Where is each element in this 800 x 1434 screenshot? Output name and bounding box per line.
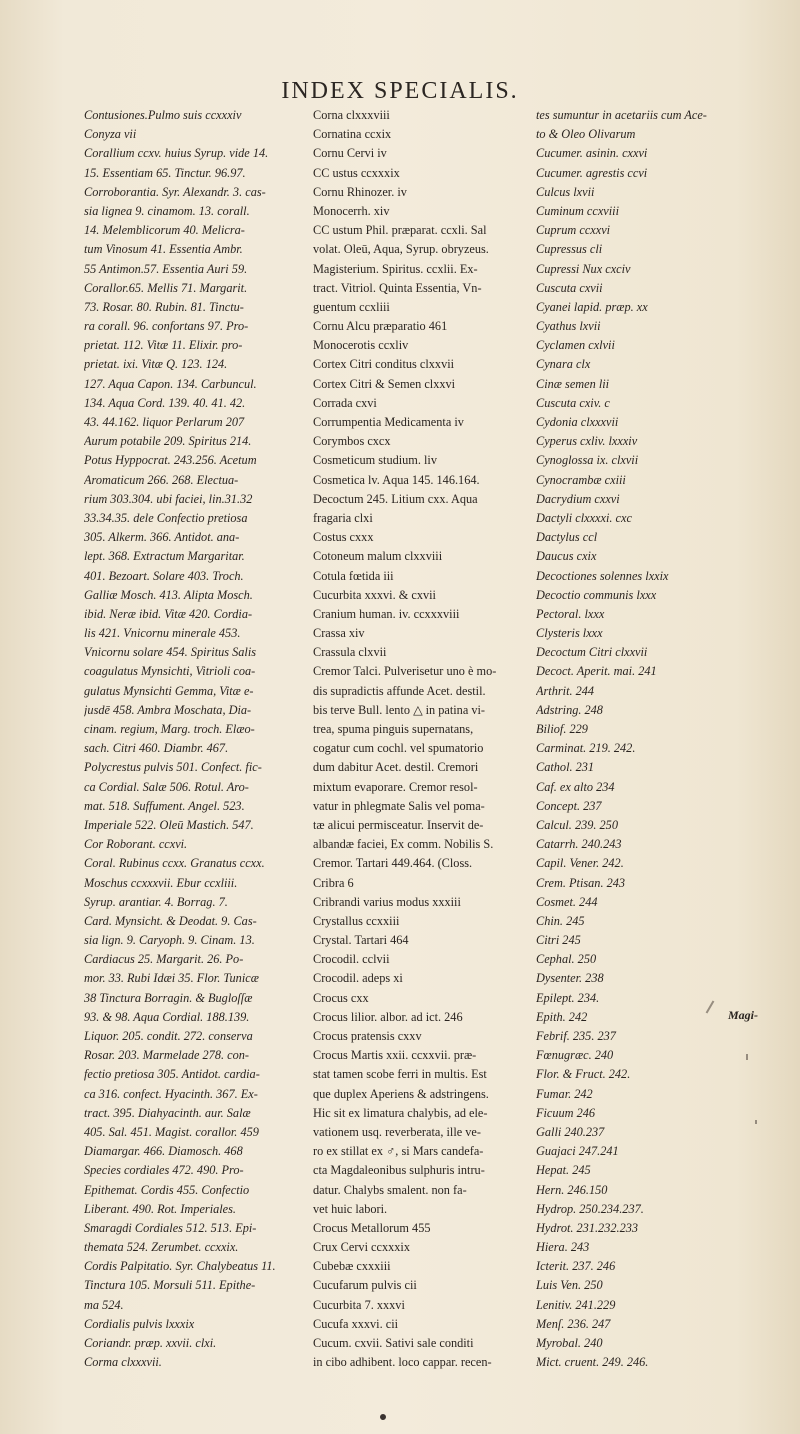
index-entry-line: Crocus lilior. albor. ad ict. 246 — [313, 1009, 463, 1024]
index-entry-line: Cinæ semen lii — [536, 376, 610, 391]
index-entry-line: Cotula fœtida iii — [313, 568, 394, 583]
index-entry-line: Syrup. arantiar. 4. Borrag. 7. — [84, 894, 228, 909]
index-entry-line: Potus Hyppocrat. 243.256. Acetum — [84, 453, 257, 468]
index-entry-line: Corallor.65. Mellis 71. Margarit. — [84, 280, 248, 295]
index-entry-line: Crystal. Tartari 464 — [313, 933, 409, 948]
index-entry-line: Cydonia clxxxvii — [536, 415, 619, 429]
index-entry-line: Crux Cervi ccxxxix — [313, 1240, 410, 1255]
index-entry-line: Luis Ven. 250 — [536, 1278, 603, 1293]
index-entry-line: 127. Aqua Capon. 134. Carbuncul. — [84, 376, 257, 391]
index-entry-line: Mict. cruent. 249. 246. — [536, 1355, 649, 1370]
index-entry-line: Flor. & Fruct. 242. — [536, 1067, 631, 1082]
index-entry-line: Fœnugræc. 240 — [536, 1048, 614, 1063]
index-entry-line: vet huic labori. — [313, 1201, 388, 1216]
index-entry-line: Cordialis pulvis lxxxix — [84, 1316, 195, 1331]
index-entry-line: Guajaci 247.241 — [536, 1144, 619, 1159]
index-entry-line: trea, spuma pinguis supernatans, — [313, 722, 474, 736]
index-entry-line: Cathol. 231 — [536, 760, 595, 775]
index-entry-line: Vnicornu solare 454. Spiritus Salis — [84, 645, 257, 660]
index-entry-line: ra corall. 96. confortans 97. Pro- — [84, 319, 249, 334]
index-entry-line: Contusiones.Pulmo suis ccxxxiv — [84, 108, 242, 122]
index-entry-line: ro ex stillat ex ♂, si Mars candefa- — [313, 1144, 484, 1159]
index-entry-line: guentum ccxliii — [313, 299, 390, 314]
index-entry-line: rium 303.304. ubi faciei, lin.31.32 — [84, 491, 253, 506]
index-entry-line: mor. 33. Rubi Idæi 35. Flor. Tunicæ — [84, 971, 259, 986]
index-entry-line: Cortex Citri & Semen clxxvi — [313, 376, 456, 391]
index-entry-line: Imperiale 522. Oleū Mastich. 547. — [84, 817, 254, 832]
index-entry-line: Cynara clx — [536, 357, 591, 372]
index-entry-line: tract. Vitriol. Quinta Essentia, Vn- — [313, 280, 482, 295]
index-entry-line: Cuprum ccxxvi — [536, 223, 611, 238]
index-entry-line: stat tamen scobe ferri in multis. Est — [313, 1067, 487, 1082]
index-entry-line: Cornu Rhinozer. iv — [313, 184, 407, 199]
index-entry-line: vatur in phlegmate Salis vel poma- — [313, 798, 485, 813]
index-entry-line: dis supradictis affunde Acet. destil. — [313, 683, 486, 698]
index-entry-line: Cribra 6 — [313, 875, 354, 890]
index-entry-line: Crocus pratensis cxxv — [313, 1029, 422, 1043]
catchword: Magi- — [728, 1008, 758, 1022]
index-entry-line: 405. Sal. 451. Magist. corallor. 459 — [84, 1124, 259, 1139]
index-entry-line: Costus cxxx — [313, 530, 374, 545]
index-entry-line: Crocodil. adeps xi — [313, 971, 403, 986]
index-entry-line: Cornatina ccxix — [313, 127, 392, 142]
index-entry-line: Cranium human. iv. ccxxxviii — [313, 606, 460, 621]
index-entry-line: cinam. regium, Marg. troch. Elæo- — [84, 722, 255, 736]
index-entry-line: Capil. Vener. 242. — [536, 856, 624, 871]
index-entry-line: Daucus cxix — [536, 549, 597, 564]
index-entry-line: Cosmetica lv. Aqua 145. 146.164. — [313, 472, 480, 487]
index-entry-line: Cotoneum malum clxxviii — [313, 549, 443, 564]
index-entry-line: Cupressi Nux cxciv — [536, 261, 631, 276]
index-entry-line: Magisterium. Spiritus. ccxlii. Ex- — [313, 261, 478, 276]
index-entry-line: Liquor. 205. condit. 272. conserva — [84, 1029, 253, 1043]
index-entry-line: Caf. ex alto 234 — [536, 779, 615, 794]
index-entry-line: Cucufa xxxvi. cii — [313, 1316, 399, 1331]
index-entry-line: Corymbos cxcx — [313, 434, 391, 449]
index-entry-line: 33.34.35. dele Confectio pretiosa — [84, 510, 248, 525]
index-entry-line: Cosmet. 244 — [536, 894, 598, 909]
index-entry-line: Hic sit ex limatura chalybis, ad ele- — [313, 1105, 488, 1120]
index-entry-line: lis 421. Vnicornu minerale 453. — [84, 626, 241, 641]
index-entry-line: tum Vinosum 41. Essentia Ambr. — [84, 242, 243, 257]
index-entry-line: Galli 240.237 — [536, 1124, 605, 1139]
index-entry-line: Cynocrambæ cxiii — [536, 472, 626, 487]
index-entry-line: Cucurbita xxxvi. & cxvii — [313, 587, 436, 602]
index-entry-line: Crocus Martis xxii. ccxxvii. præ- — [313, 1048, 477, 1063]
index-entry-line: Menſ. 236. 247 — [536, 1316, 611, 1331]
index-entry-line: Monocerrh. xiv — [313, 203, 390, 218]
index-entry-line: Cyanei lapid. præp. xx — [536, 299, 648, 314]
index-column-3 — [536, 106, 766, 1372]
index-entry-line: ca 316. confect. Hyacinth. 367. Ex- — [84, 1086, 258, 1101]
index-entry-line: Cucum. cxvii. Sativi sale conditi — [313, 1336, 474, 1350]
index-entry-line: Corna clxxxviii — [313, 108, 390, 122]
margin-mark — [746, 1054, 748, 1060]
index-entry-line: Arthrit. 244 — [536, 683, 595, 698]
index-entry-line: coagulatus Mynsichti, Vitrioli coa- — [84, 664, 256, 679]
index-entry-line: Species cordiales 472. 490. Pro- — [84, 1163, 244, 1178]
index-entry-line: fragaria clxi — [313, 510, 373, 525]
index-entry-line: Cosmeticum studium. liv — [313, 453, 437, 468]
index-entry-line: sia lignea 9. cinamom. 13. corall. — [84, 203, 250, 218]
index-entry-line: Adstring. 248 — [536, 702, 603, 717]
index-entry-line: Dactylus ccl — [536, 530, 598, 545]
index-entry-line: gulatus Mynsichti Gemma, Vitæ e- — [84, 683, 254, 698]
index-entry-line: cta Magdaleonibus sulphuris intru- — [313, 1163, 485, 1178]
index-entry-line: Rosar. 203. Marmelade 278. con- — [84, 1048, 249, 1063]
index-entry-line: Catarrh. 240.243 — [536, 837, 622, 852]
index-entry-line: Cuscuta cxvii — [536, 280, 603, 295]
index-entry-line: Conyza vii — [84, 127, 137, 142]
index-entry-line: Cardiacus 25. Margarit. 26. Po- — [84, 952, 244, 967]
index-entry-line: Icterit. 237. 246 — [536, 1259, 616, 1274]
index-entry-line: Smaragdi Cordiales 512. 513. Epi- — [84, 1220, 257, 1235]
index-entry-line: Cuscuta cxiv. c — [536, 395, 610, 410]
index-entry-line: volat. Oleū, Aqua, Syrup. obryzeus. — [313, 242, 489, 257]
index-entry-line: Carminat. 219. 242. — [536, 741, 636, 756]
index-entry-line: Crassula clxvii — [313, 645, 387, 660]
index-entry-line: bis terve Bull. lento △ in patina vi- — [313, 702, 486, 717]
index-entry-line: Cephal. 250 — [536, 952, 597, 967]
index-entry-line: datur. Chalybs smalent. non fa- — [313, 1182, 467, 1197]
index-entry-line: Decoctum 245. Litium cxx. Aqua — [313, 491, 478, 506]
index-entry-line: tes sumuntur in acetariis cum Ace- — [536, 108, 707, 122]
index-entry-line: Cucumer. agrestis ccvi — [536, 165, 648, 180]
index-entry-line: 134. Aqua Cord. 139. 40. 41. 42. — [84, 395, 246, 410]
index-entry-line: Coriandr. præp. xxvii. clxi. — [84, 1336, 217, 1350]
index-entry-line: 73. Rosar. 80. Rubin. 81. Tinctu- — [84, 299, 244, 314]
index-column-2 — [313, 106, 528, 1372]
index-entry-line: Biliof. 229 — [536, 722, 588, 736]
index-entry-line: Corroborantia. Syr. Alexandr. 3. cas- — [84, 184, 266, 199]
index-entry-line: prietat. 112. Vitæ 11. Elixir. pro- — [84, 338, 243, 353]
index-entry-line: mixtum evaporare. Cremor resol- — [313, 779, 478, 794]
index-entry-line: Febrif. 235. 237 — [536, 1029, 616, 1043]
index-entry-line: Aromaticum 266. 268. Electua- — [84, 472, 239, 487]
index-entry-line: Crocus Metallorum 455 — [313, 1220, 431, 1235]
index-entry-line: themata 524. Zerumbet. ccxxix. — [84, 1240, 239, 1255]
index-entry-line: in cibo adhibent. loco cappar. recen- — [313, 1355, 492, 1370]
index-entry-line: tract. 395. Diahyacinth. aur. Salæ — [84, 1105, 251, 1120]
index-entry-line: fectio pretiosa 305. Antidot. cardia- — [84, 1067, 260, 1082]
index-entry-line: Monocerotis ccxliv — [313, 338, 409, 353]
index-entry-line: Lenitiv. 241.229 — [536, 1297, 616, 1312]
index-entry-line: Corrumpentia Medicamenta iv — [313, 415, 464, 429]
index-entry-line: 401. Bezoart. Solare 403. Troch. — [84, 568, 244, 583]
index-entry-line: Dactyli clxxxxi. cxc — [536, 510, 632, 525]
index-entry-line: Cubebæ cxxxiii — [313, 1259, 391, 1274]
index-entry-line: Hepat. 245 — [536, 1163, 591, 1178]
index-entry-line: Decoctiones solennes lxxix — [536, 568, 669, 583]
page-dot — [380, 1414, 386, 1420]
index-entry-line: CC ustum Phil. præparat. ccxli. Sal — [313, 223, 487, 238]
index-entry-line: Cremor Talci. Pulverisetur uno è mo- — [313, 664, 497, 679]
index-entry-line: Cynoglossa ix. clxvii — [536, 453, 639, 468]
index-entry-line: Cor Roborant. ccxvi. — [84, 837, 188, 852]
index-entry-line: to & Oleo Olivarum — [536, 127, 636, 142]
index-entry-line: Cucurbita 7. xxxvi — [313, 1297, 405, 1312]
index-entry-line: Chin. 245 — [536, 913, 585, 928]
index-entry-line: Card. Mynsicht. & Deodat. 9. Cas- — [84, 913, 257, 928]
index-entry-line: Clysteris lxxx — [536, 626, 603, 641]
index-entry-line: Calcul. 239. 250 — [536, 817, 618, 832]
index-entry-line: 55 Antimon.57. Essentia Auri 59. — [84, 261, 248, 276]
index-entry-line: sach. Citri 460. Diambr. 467. — [84, 741, 229, 756]
index-entry-line: Coral. Rubinus ccxx. Granatus ccxx. — [84, 856, 265, 871]
index-entry-line: 43. 44.162. liquor Perlarum 207 — [84, 415, 245, 429]
index-entry-line: Cornu Alcu præparatio 461 — [313, 319, 448, 334]
index-entry-line: Cucufarum pulvis cii — [313, 1278, 417, 1293]
page-heading: INDEX SPECIALIS. — [281, 78, 519, 104]
index-entry-line: Concept. 237 — [536, 798, 602, 813]
index-entry-line: Liberant. 490. Rot. Imperiales. — [84, 1201, 236, 1216]
index-entry-line: Fumar. 242 — [536, 1086, 593, 1101]
index-entry-line: cogatur cum cochl. vel spumatorio — [313, 741, 484, 756]
index-entry-line: Hydrop. 250.234.237. — [536, 1201, 644, 1216]
index-entry-line: Epith. 242 — [536, 1009, 588, 1024]
index-entry-line: Dacrydium cxxvi — [536, 491, 620, 506]
index-entry-line: Cucumer. asinin. cxxvi — [536, 146, 648, 161]
index-entry-line: 15. Essentiam 65. Tinctur. 96.97. — [84, 165, 246, 180]
index-entry-line: lept. 368. Extractum Margaritar. — [84, 549, 245, 564]
index-entry-line: Cyperus cxliv. lxxxiv — [536, 434, 638, 449]
index-entry-line: Dysenter. 238 — [536, 971, 604, 986]
index-entry-line: Decoct. Aperit. mai. 241 — [536, 664, 657, 679]
index-entry-line: Epithemat. Cordis 455. Confectio — [84, 1182, 250, 1197]
index-entry-line: Corallium ccxv. huius Syrup. vide 14. — [84, 146, 269, 161]
index-entry-line: Hydrot. 231.232.233 — [536, 1220, 639, 1235]
index-entry-line: albandæ faciei, Ex comm. Nobilis S. — [313, 837, 494, 852]
index-entry-line: Decoctum Citri clxxvii — [536, 645, 648, 660]
index-entry-line: tæ alicui permisceatur. Inservit de- — [313, 817, 484, 832]
index-entry-line: jusdē 458. Ambra Moschata, Dia- — [84, 702, 252, 717]
index-entry-line: Decoctio communis lxxx — [536, 587, 657, 602]
index-entry-line: Crocus cxx — [313, 990, 369, 1005]
index-entry-line: Aurum potabile 209. Spiritus 214. — [84, 434, 252, 449]
index-entry-line: Ficuum 246 — [536, 1105, 596, 1120]
index-entry-line: Crocodil. cclvii — [313, 952, 390, 967]
index-entry-line: Cremor. Tartari 449.464. (Closs. — [313, 856, 473, 871]
index-entry-line: Tinctura 105. Morsuli 511. Epithe- — [84, 1278, 256, 1293]
index-entry-line: Crem. Ptisan. 243 — [536, 875, 626, 890]
index-entry-line: Cordis Palpitatio. Syr. Chalybeatus 11. — [84, 1259, 276, 1274]
index-entry-line: Crystallus ccxxiii — [313, 913, 400, 928]
index-entry-line: CC ustus ccxxxix — [313, 165, 400, 180]
index-entry-line: 14. Melemblicorum 40. Melicra- — [84, 223, 245, 238]
index-entry-line: Crassa xiv — [313, 626, 365, 641]
index-column-1 — [84, 106, 306, 1372]
index-entry-line: sia lign. 9. Caryoph. 9. Cinam. 13. — [84, 933, 255, 948]
index-entry-line: Moschus ccxxxvii. Ebur ccxliii. — [84, 875, 238, 890]
index-entry-line: Cornu Cervi iv — [313, 146, 387, 161]
index-entry-line: Culcus lxvii — [536, 184, 595, 199]
index-entry-line: que duplex Aperiens & adstringens. — [313, 1086, 489, 1101]
index-entry-line: prietat. ixi. Vitæ Q. 123. 124. — [84, 357, 228, 372]
index-entry-line: Hiera. 243 — [536, 1240, 590, 1255]
index-entry-line: Epilept. 234. — [536, 990, 600, 1005]
index-entry-line: Hern. 246.150 — [536, 1182, 608, 1197]
index-entry-line: Cuminum ccxviii — [536, 203, 619, 218]
index-entry-line: Diamargar. 466. Diamosch. 468 — [84, 1144, 243, 1159]
margin-mark — [755, 1120, 757, 1124]
index-entry-line: ma 524. — [84, 1297, 124, 1312]
index-entry-line: Cyclamen cxlvii — [536, 338, 615, 353]
index-entry-line: Corrada cxvi — [313, 395, 377, 410]
index-entry-line: Polycrestus pulvis 501. Confect. fic- — [84, 760, 262, 775]
index-entry-line: Cyathus lxvii — [536, 319, 601, 334]
index-entry-line: ca Cordial. Salæ 506. Rotul. Aro- — [84, 779, 249, 794]
index-entry-line: Galliæ Mosch. 413. Alipta Mosch. — [84, 587, 253, 602]
index-entry-line: Myrobal. 240 — [536, 1336, 603, 1350]
index-entry-line: dum dabitur Acet. destil. Cremori — [313, 760, 479, 775]
index-entry-line: 93. & 98. Aqua Cordial. 188.139. — [84, 1009, 250, 1024]
index-entry-line: mat. 518. Suffument. Angel. 523. — [84, 798, 245, 813]
index-entry-line: ibid. Neræ ibid. Vitæ 420. Cordia- — [84, 606, 253, 621]
index-entry-line: vationem usq. reverberata, ille ve- — [313, 1124, 481, 1139]
index-entry-line: Cribrandi varius modus xxxiii — [313, 894, 461, 909]
index-entry-line: 305. Alkerm. 366. Antidot. ana- — [84, 530, 240, 545]
index-entry-line: Corma clxxxvii. — [84, 1355, 162, 1370]
index-entry-line: Cortex Citri conditus clxxvii — [313, 357, 455, 372]
index-entry-line: 38 Tinctura Borragin. & Bugloſſæ — [84, 990, 253, 1005]
index-entry-line: Pectoral. lxxx — [536, 606, 605, 621]
index-entry-line: Cupressus cli — [536, 242, 603, 257]
index-entry-line: Citri 245 — [536, 933, 581, 948]
